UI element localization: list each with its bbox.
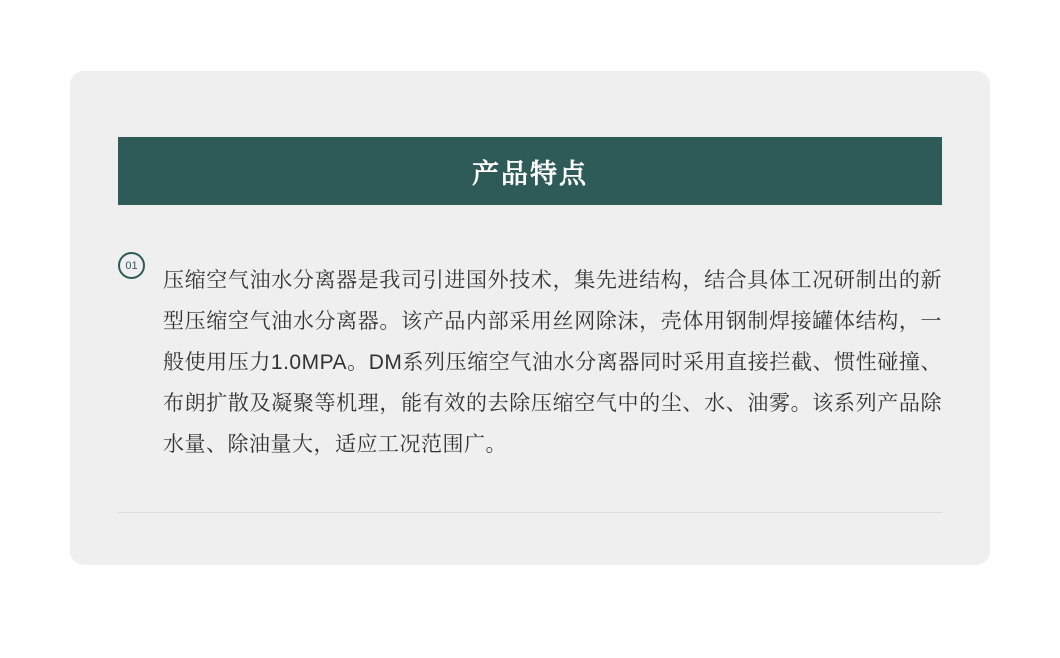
card-content	[118, 239, 942, 513]
card-header	[118, 137, 942, 205]
list-item	[118, 239, 942, 513]
item-description: 压缩空气油水分离器是我司引进国外技术，集先进结构，结合具体工况研制出的新型压缩空气油水分离器。该产品内部采用丝网除沫，壳体用钢制焊接罐体结构，一般使用压力1.0MPA。DM系列压缩空气油水分离器同时采用直接拦截、惯性碰撞、布朗扩散及凝聚等机理，能有效的去除压缩空气中的尘、水、油雾。该系列产品除水量、除油量大，适应工况范围广。	[163, 269, 942, 456]
page-title: 产品特点	[472, 158, 588, 189]
item-number-badge: 01	[118, 252, 145, 279]
product-features-card	[70, 71, 990, 565]
